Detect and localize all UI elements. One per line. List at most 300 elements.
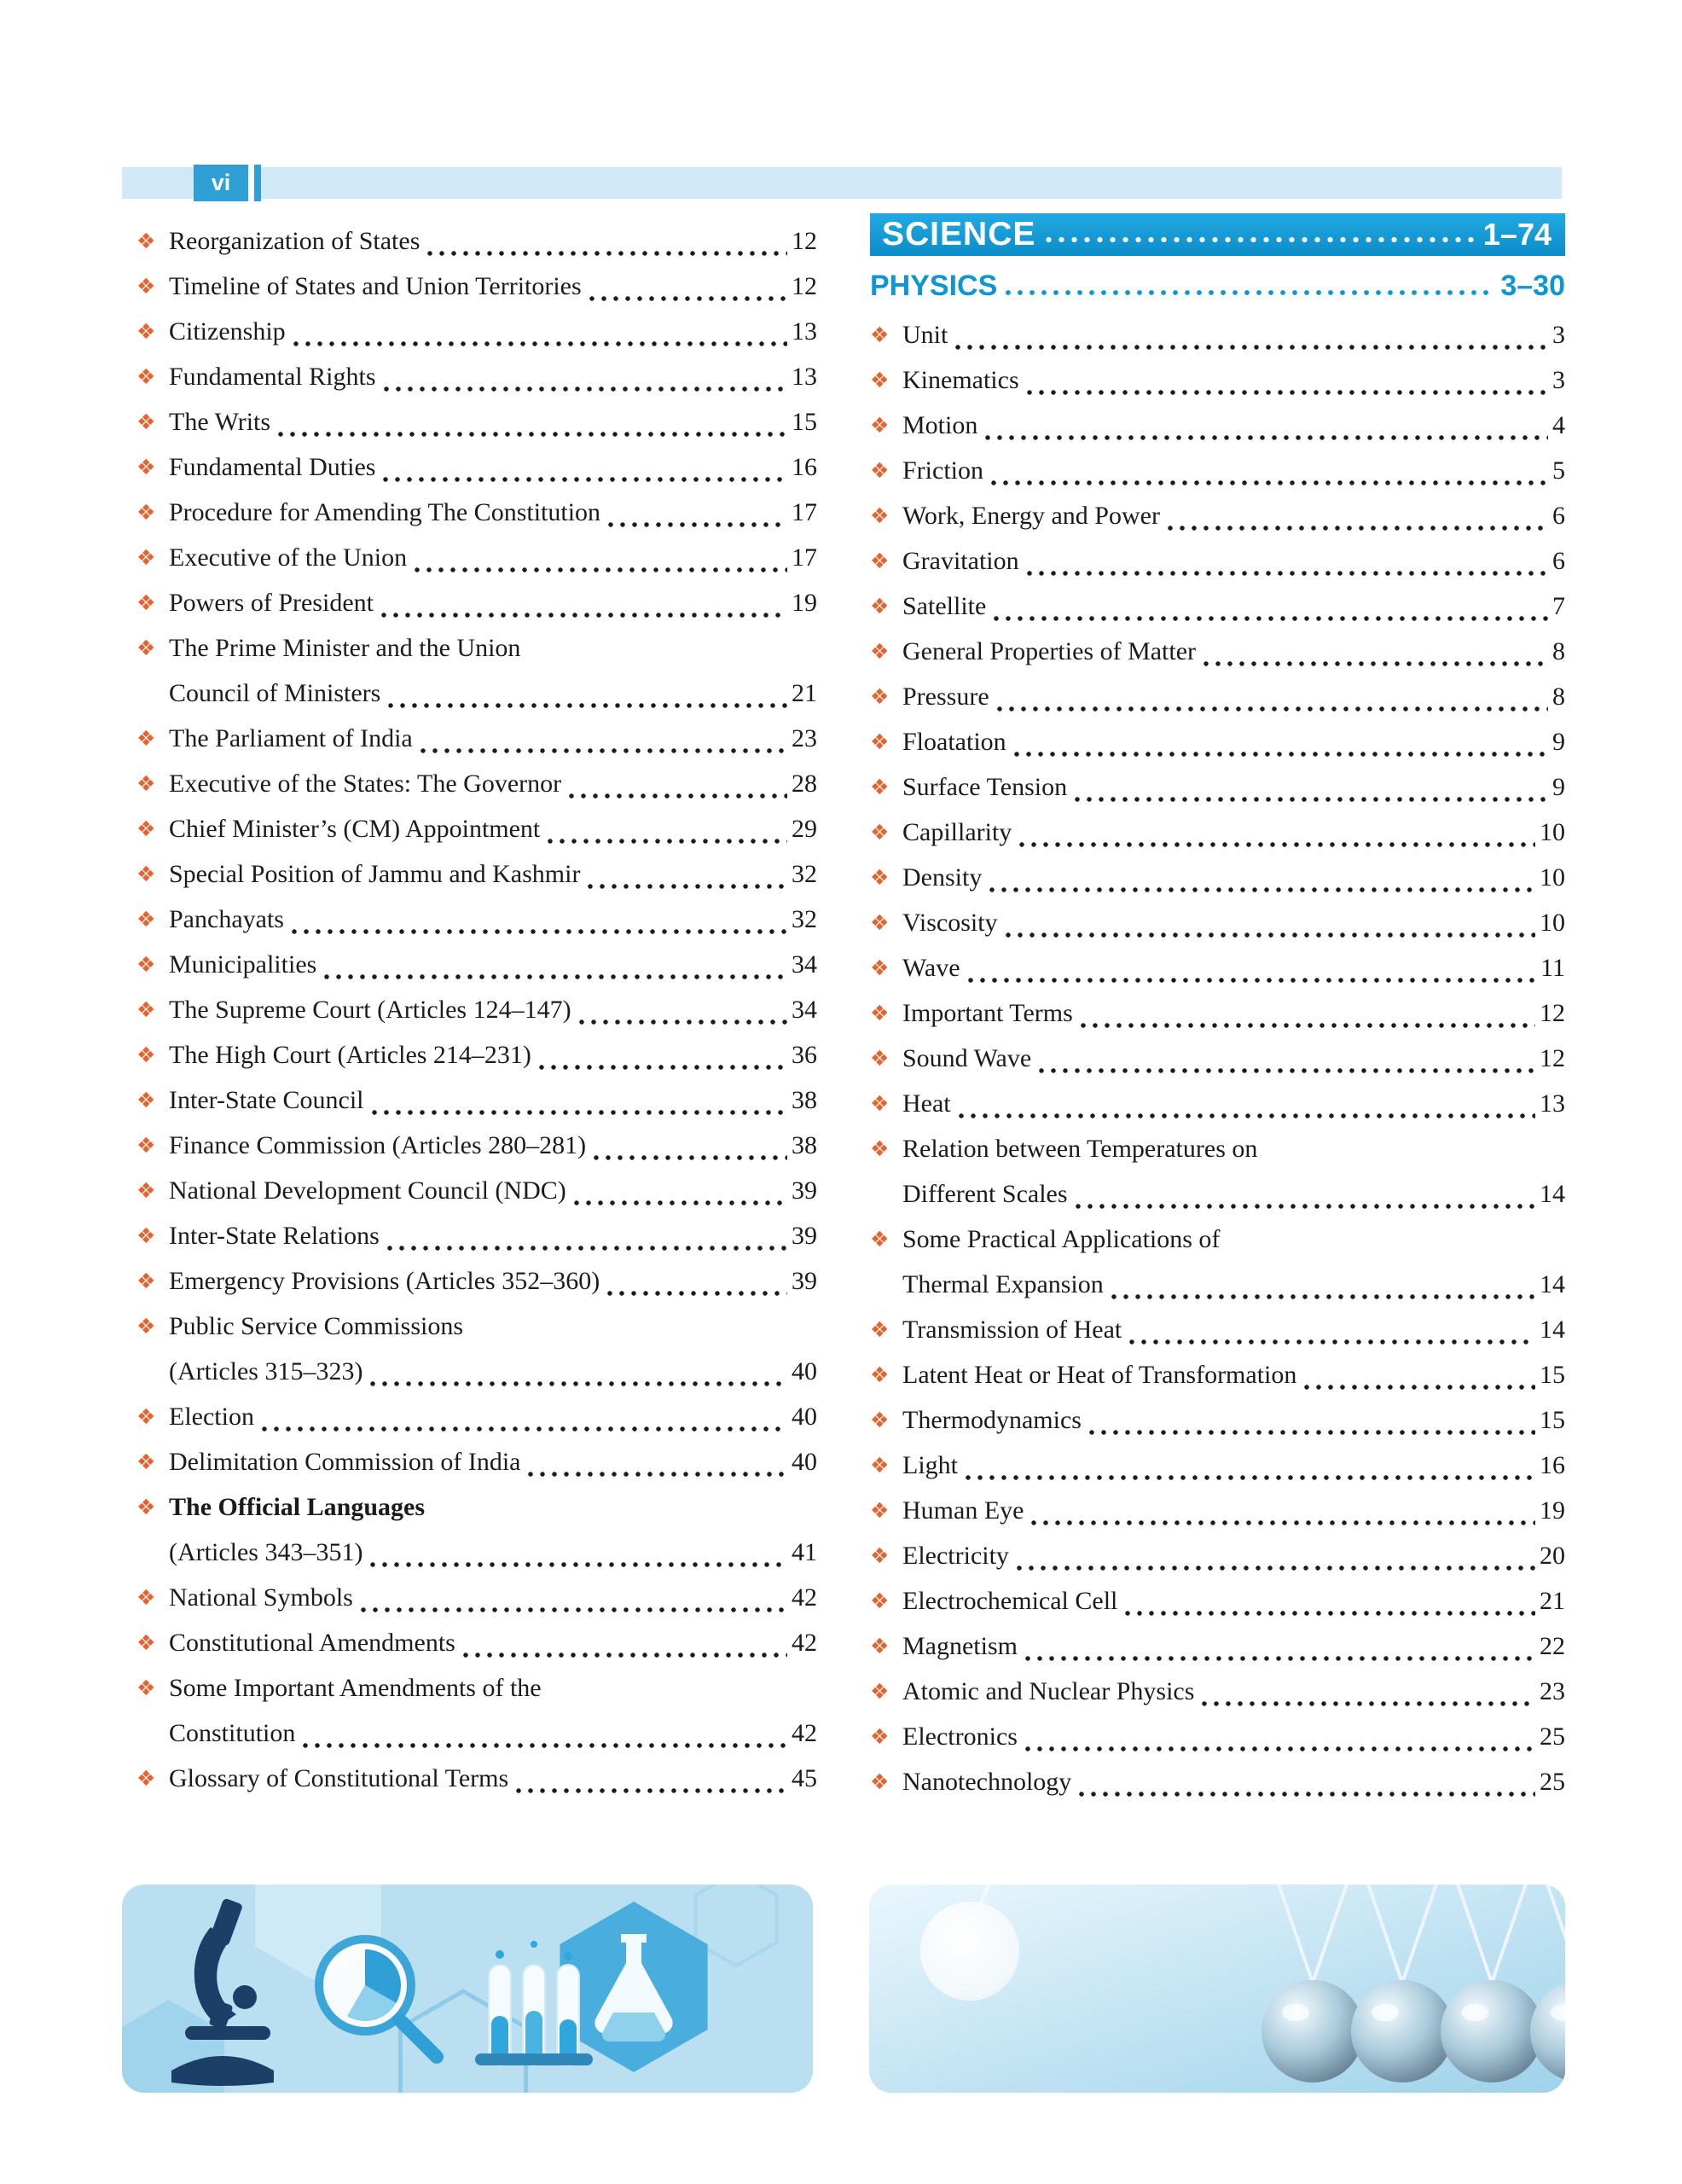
- toc-entry: [870, 764, 1565, 810]
- toc-entry: [870, 945, 1565, 990]
- entry-title: Sound Wave: [902, 1044, 1032, 1072]
- toc-entry: [870, 1759, 1565, 1804]
- entry-title: Unit: [902, 321, 948, 349]
- dot-leader: [986, 855, 1535, 900]
- diamond-bullet-icon: ❖: [136, 1133, 156, 1158]
- toc-entry: [870, 1307, 1565, 1352]
- entry-page-number: 10: [1540, 863, 1565, 892]
- toc-entry: [136, 399, 817, 444]
- dot-leader: [576, 987, 787, 1032]
- diamond-bullet-icon: ❖: [136, 636, 156, 660]
- entry-title: General Properties of Matter: [902, 637, 1197, 665]
- entry-page-number: 40: [792, 1357, 817, 1385]
- entry-title: Gravitation: [902, 547, 1019, 575]
- entry-title: Density: [902, 863, 983, 892]
- toc-entry: [870, 1352, 1565, 1397]
- entry-title: The Parliament of India: [169, 724, 413, 752]
- entry-page-number: 12: [1540, 1044, 1565, 1072]
- diamond-bullet-icon: ❖: [870, 594, 890, 619]
- entry-title: Executive of the States: The Governor: [169, 770, 562, 798]
- diamond-bullet-icon: ❖: [870, 1091, 890, 1116]
- diamond-bullet-icon: ❖: [870, 1227, 890, 1252]
- dot-leader: [1164, 493, 1548, 538]
- entry-page-number: 42: [792, 1583, 817, 1612]
- dot-leader: [982, 403, 1548, 448]
- entry-page-number: 7: [1552, 592, 1565, 620]
- toc-entry: [136, 1258, 817, 1304]
- diamond-bullet-icon: ❖: [870, 368, 890, 392]
- diamond-bullet-icon: ❖: [870, 549, 890, 573]
- entry-page-number: 4: [1552, 411, 1565, 439]
- entry-page-number: 13: [792, 363, 817, 391]
- toc-entry: [136, 716, 817, 761]
- dot-leader: [380, 444, 787, 490]
- entry-title-line1: The Prime Minister and the Union: [169, 634, 521, 662]
- entry-page-number: 34: [792, 950, 817, 979]
- toc-entry: [870, 312, 1565, 357]
- diamond-bullet-icon: ❖: [136, 274, 156, 299]
- toc-entry: [136, 897, 817, 942]
- entry-title: The High Court (Articles 214–231): [169, 1041, 531, 1069]
- section-header-science: [870, 213, 1565, 256]
- diamond-bullet-icon: ❖: [870, 639, 890, 664]
- entry-page-number: 42: [792, 1629, 817, 1657]
- entry-title-line1: The Official Languages: [169, 1493, 426, 1521]
- diamond-bullet-icon: ❖: [870, 1001, 890, 1025]
- entry-title: Wave: [902, 954, 960, 982]
- entry-title: Motion: [902, 411, 978, 439]
- diamond-bullet-icon: ❖: [870, 956, 890, 980]
- entry-page-number: 39: [792, 1176, 817, 1205]
- entry-page-number: 36: [792, 1041, 817, 1069]
- entry-title: Different Scales: [902, 1180, 1068, 1208]
- toc-entry: [136, 1394, 817, 1439]
- dot-leader: [1076, 1759, 1535, 1804]
- page-number-tab: [194, 165, 248, 201]
- toc-entry: [136, 1665, 817, 1756]
- entry-title: Timeline of States and Union Territories: [169, 272, 582, 300]
- toc-entry: [870, 990, 1565, 1036]
- toc-entry: [870, 1081, 1565, 1126]
- entry-title: The Writs: [169, 408, 271, 436]
- entry-page-number: 8: [1552, 637, 1565, 665]
- dot-leader: [385, 671, 787, 716]
- dot-leader: [1016, 810, 1535, 855]
- science-lab-illustration: [122, 1885, 813, 2093]
- entry-page-number: 12: [792, 227, 817, 255]
- toc-entry: [136, 444, 817, 490]
- diamond-bullet-icon: ❖: [136, 1449, 156, 1474]
- toc-entry: [870, 900, 1565, 945]
- entry-title: Procedure for Amending The Constitution: [169, 498, 601, 526]
- diamond-bullet-icon: ❖: [136, 1495, 156, 1519]
- dot-leader: [965, 945, 1537, 990]
- entry-title: Panchayats: [169, 905, 284, 933]
- section-page-range: 1–74: [1482, 217, 1552, 252]
- toc-entry: [136, 354, 817, 399]
- dot-leader: [1002, 266, 1495, 305]
- diamond-bullet-icon: ❖: [136, 1630, 156, 1655]
- tab-gap: [248, 165, 254, 201]
- dot-leader: [384, 1213, 787, 1258]
- entry-page-number: 45: [792, 1764, 817, 1792]
- dot-leader: [988, 448, 1548, 493]
- entry-title: Election: [169, 1403, 254, 1431]
- dot-leader: [990, 584, 1548, 629]
- toc-entry: [136, 218, 817, 264]
- tab-divider-bar: [254, 165, 261, 201]
- entry-page-number: 9: [1552, 728, 1565, 756]
- diamond-bullet-icon: ❖: [136, 1676, 156, 1700]
- diamond-bullet-icon: ❖: [136, 590, 156, 615]
- entry-title: Citizenship: [169, 317, 286, 346]
- entry-title: Transmission of Heat: [902, 1316, 1122, 1344]
- diamond-bullet-icon: ❖: [136, 816, 156, 841]
- entry-page-number: 41: [792, 1538, 817, 1566]
- dot-leader: [1024, 357, 1548, 403]
- entry-title: Human Eye: [902, 1496, 1024, 1525]
- toc-list-physics: [870, 312, 1565, 1804]
- entry-page-number: 34: [792, 996, 817, 1024]
- entry-title: Powers of President: [169, 589, 374, 617]
- entry-title: (Articles 315–323): [169, 1357, 363, 1385]
- subsection-page-range: 3–30: [1500, 269, 1565, 302]
- entry-title: Latent Heat or Heat of Transformation: [902, 1361, 1297, 1389]
- entry-page-number: 13: [792, 317, 817, 346]
- entry-title: Delimitation Commission of India: [169, 1448, 521, 1476]
- newtons-cradle-illustration: [869, 1885, 1565, 2093]
- dot-leader: [1108, 1262, 1535, 1307]
- diamond-bullet-icon: ❖: [136, 364, 156, 389]
- entry-title: Work, Energy and Power: [902, 502, 1160, 530]
- entry-page-number: 25: [1540, 1768, 1565, 1796]
- toc-entry: [136, 1575, 817, 1620]
- toc-entry: [136, 1756, 817, 1801]
- entry-page-number: 17: [792, 498, 817, 526]
- toc-entry: [870, 403, 1565, 448]
- entry-title: Reorganization of States: [169, 227, 420, 255]
- diamond-bullet-icon: ❖: [136, 1585, 156, 1610]
- toc-entry: [136, 535, 817, 580]
- entry-title: Viscosity: [902, 909, 998, 937]
- entry-page-number: 17: [792, 543, 817, 572]
- diamond-bullet-icon: ❖: [870, 413, 890, 438]
- entry-page-number: 32: [792, 905, 817, 933]
- entry-page-number: 28: [792, 770, 817, 798]
- toc-entry: [136, 1439, 817, 1484]
- toc-entry: [870, 1217, 1565, 1307]
- dot-leader: [1077, 990, 1535, 1036]
- entry-page-number: 5: [1552, 456, 1565, 485]
- toc-entry: [136, 1032, 817, 1077]
- toc-entry: [136, 761, 817, 806]
- toc-entry: [870, 1488, 1565, 1533]
- entry-title: Floatation: [902, 728, 1006, 756]
- entry-page-number: 23: [792, 724, 817, 752]
- diamond-bullet-icon: ❖: [870, 322, 890, 347]
- toc-entry: [136, 1123, 817, 1168]
- dot-leader: [258, 1394, 787, 1439]
- toc-entry: [870, 1126, 1565, 1217]
- entry-title: National Symbols: [169, 1583, 353, 1612]
- toc-entry: [136, 309, 817, 354]
- toc-entry: [870, 1714, 1565, 1759]
- entry-title: Municipalities: [169, 950, 317, 979]
- diamond-bullet-icon: ❖: [870, 684, 890, 709]
- entry-page-number: 16: [1540, 1451, 1565, 1479]
- toc-entry: [870, 1623, 1565, 1669]
- toc-entry: [870, 1669, 1565, 1714]
- diamond-bullet-icon: ❖: [136, 545, 156, 570]
- diamond-bullet-icon: ❖: [870, 1543, 890, 1568]
- toc-entry: [870, 719, 1565, 764]
- dot-leader: [367, 1530, 787, 1575]
- dot-leader: [299, 1711, 787, 1756]
- toc-entry: [136, 1620, 817, 1665]
- toc-entry: [870, 357, 1565, 403]
- diamond-bullet-icon: ❖: [136, 1043, 156, 1067]
- toc-entry: [136, 851, 817, 897]
- entry-title-line1: Relation between Temperatures on: [902, 1135, 1258, 1163]
- section-title: SCIENCE: [882, 216, 1036, 253]
- dot-leader: [380, 354, 788, 399]
- diamond-bullet-icon: ❖: [136, 319, 156, 344]
- toc-column-right: [870, 213, 1565, 1804]
- dot-leader: [1022, 1714, 1535, 1759]
- entry-page-number: 14: [1540, 1180, 1565, 1208]
- entry-title: Pressure: [902, 682, 989, 711]
- dot-leader: [1022, 1623, 1535, 1669]
- dot-leader: [460, 1620, 787, 1665]
- dot-leader: [536, 1032, 787, 1077]
- toc-entry: [870, 1443, 1565, 1488]
- entry-page-number: 21: [1540, 1587, 1565, 1615]
- entry-page-number: 40: [792, 1403, 817, 1431]
- toc-entry: [870, 1036, 1565, 1081]
- entry-title: Council of Ministers: [169, 679, 381, 707]
- toc-entry: [136, 1484, 817, 1575]
- dot-leader: [411, 535, 787, 580]
- toc-entry: [870, 1533, 1565, 1578]
- dot-leader: [566, 761, 787, 806]
- entry-page-number: 13: [1540, 1089, 1565, 1118]
- subsection-title: PHYSICS: [870, 269, 998, 302]
- toc-entry: [870, 629, 1565, 674]
- entry-title: (Articles 343–351): [169, 1538, 363, 1566]
- entry-title: Finance Commission (Articles 280–281): [169, 1131, 587, 1159]
- entry-title-line1: Some Important Amendments of the: [169, 1674, 542, 1702]
- diamond-bullet-icon: ❖: [136, 1404, 156, 1429]
- dot-leader: [1035, 1036, 1535, 1081]
- diamond-bullet-icon: ❖: [136, 500, 156, 525]
- dot-leader: [1200, 629, 1548, 674]
- entry-page-number: 15: [1540, 1361, 1565, 1389]
- entry-title: Kinematics: [902, 366, 1019, 394]
- white-ball: [920, 1902, 1019, 2001]
- science-lab-collage-svg: [122, 1885, 813, 2093]
- dot-leader: [1126, 1307, 1535, 1352]
- entry-title: Thermal Expansion: [902, 1270, 1104, 1298]
- dot-leader: [1071, 764, 1548, 810]
- diamond-bullet-icon: ❖: [870, 729, 890, 754]
- toc-entry: [136, 806, 817, 851]
- dot-leader: [321, 942, 787, 987]
- entry-title: Electricity: [902, 1542, 1009, 1570]
- page-number: vi: [211, 170, 231, 195]
- dot-leader: [367, 1349, 787, 1394]
- dot-leader: [357, 1575, 787, 1620]
- diamond-bullet-icon: ❖: [870, 1769, 890, 1794]
- diamond-bullet-icon: ❖: [870, 1362, 890, 1387]
- toc-column-left: [136, 218, 817, 1801]
- diamond-bullet-icon: ❖: [870, 1408, 890, 1432]
- entry-page-number: 15: [792, 408, 817, 436]
- diamond-bullet-icon: ❖: [136, 455, 156, 479]
- diamond-bullet-icon: ❖: [870, 1724, 890, 1749]
- diamond-bullet-icon: ❖: [136, 1088, 156, 1112]
- entry-title: Constitution: [169, 1719, 296, 1747]
- entry-page-number: 6: [1552, 502, 1565, 530]
- toc-entry: [136, 942, 817, 987]
- entry-page-number: 19: [792, 589, 817, 617]
- dot-leader: [1028, 1488, 1535, 1533]
- entry-page-number: 32: [792, 860, 817, 888]
- entry-page-number: 3: [1552, 321, 1565, 349]
- dot-leader: [417, 716, 787, 761]
- diamond-bullet-icon: ❖: [136, 997, 156, 1022]
- entry-page-number: 25: [1540, 1722, 1565, 1751]
- entry-page-number: 3: [1552, 366, 1565, 394]
- entry-page-number: 12: [1540, 999, 1565, 1027]
- diamond-bullet-icon: ❖: [136, 1223, 156, 1248]
- diamond-bullet-icon: ❖: [136, 1269, 156, 1293]
- toc-entry: [136, 1304, 817, 1394]
- subsection-header-physics: [870, 266, 1565, 305]
- entry-title: Light: [902, 1451, 958, 1479]
- diamond-bullet-icon: ❖: [870, 1046, 890, 1071]
- dot-leader: [1086, 1397, 1535, 1443]
- dot-leader: [378, 580, 787, 625]
- dot-leader: [1024, 538, 1548, 584]
- entry-page-number: 9: [1552, 773, 1565, 801]
- dot-leader: [1301, 1352, 1535, 1397]
- diamond-bullet-icon: ❖: [136, 907, 156, 932]
- entry-page-number: 15: [1540, 1406, 1565, 1434]
- entry-title: Atomic and Nuclear Physics: [902, 1677, 1195, 1705]
- diamond-bullet-icon: ❖: [870, 820, 890, 845]
- entry-title: Glossary of Constitutional Terms: [169, 1764, 509, 1792]
- entry-title: Fundamental Duties: [169, 453, 376, 481]
- dot-leader: [962, 1443, 1535, 1488]
- entry-title: Special Position of Jammu and Kashmir: [169, 860, 581, 888]
- diamond-bullet-icon: ❖: [136, 862, 156, 886]
- dot-leader: [1072, 1171, 1535, 1217]
- dot-leader: [994, 674, 1548, 719]
- toc-entry: [870, 1397, 1565, 1443]
- toc-entry: [870, 538, 1565, 584]
- entry-page-number: 39: [792, 1267, 817, 1295]
- diamond-bullet-icon: ❖: [136, 952, 156, 977]
- dot-leader: [586, 264, 787, 309]
- diamond-bullet-icon: ❖: [136, 1314, 156, 1339]
- toc-entry: [136, 490, 817, 535]
- dot-leader: [571, 1168, 787, 1213]
- entry-page-number: 8: [1552, 682, 1565, 711]
- dot-leader: [584, 851, 787, 897]
- dot-leader: [544, 806, 787, 851]
- diamond-bullet-icon: ❖: [870, 775, 890, 799]
- diamond-bullet-icon: ❖: [870, 1136, 890, 1161]
- toc-entry: [870, 584, 1565, 629]
- entry-title: Magnetism: [902, 1632, 1018, 1660]
- page-header-strip: [122, 167, 1562, 199]
- dot-leader: [1122, 1578, 1535, 1623]
- entry-title: Nanotechnology: [902, 1768, 1072, 1796]
- entry-title: Important Terms: [902, 999, 1073, 1027]
- entry-title: Satellite: [902, 592, 987, 620]
- diamond-bullet-icon: ❖: [870, 1453, 890, 1478]
- entry-title-line1: Public Service Commissions: [169, 1312, 463, 1340]
- dot-leader: [1011, 719, 1548, 764]
- toc-entry: [870, 674, 1565, 719]
- entry-page-number: 10: [1540, 909, 1565, 937]
- diamond-bullet-icon: ❖: [870, 458, 890, 483]
- diamond-bullet-icon: ❖: [870, 1589, 890, 1613]
- entry-page-number: 14: [1540, 1270, 1565, 1298]
- entry-page-number: 16: [792, 453, 817, 481]
- toc-entry: [136, 1213, 817, 1258]
- diamond-bullet-icon: ❖: [136, 410, 156, 434]
- entry-page-number: 38: [792, 1131, 817, 1159]
- diamond-bullet-icon: ❖: [870, 1679, 890, 1704]
- entry-page-number: 23: [1540, 1677, 1565, 1705]
- diamond-bullet-icon: ❖: [870, 865, 890, 890]
- entry-page-number: 20: [1540, 1542, 1565, 1570]
- diamond-bullet-icon: ❖: [870, 1634, 890, 1658]
- dot-leader: [1198, 1669, 1535, 1714]
- entry-page-number: 22: [1540, 1632, 1565, 1660]
- entry-title: National Development Council (NDC): [169, 1176, 566, 1205]
- dot-leader: [604, 1258, 787, 1304]
- diamond-bullet-icon: ❖: [136, 726, 156, 751]
- dot-leader: [1002, 900, 1535, 945]
- diamond-bullet-icon: ❖: [136, 229, 156, 253]
- diamond-bullet-icon: ❖: [136, 771, 156, 796]
- dot-leader: [290, 309, 787, 354]
- entry-page-number: 42: [792, 1719, 817, 1747]
- entry-title: Electrochemical Cell: [902, 1587, 1118, 1615]
- entry-title: Inter-State Council: [169, 1086, 364, 1114]
- entry-page-number: 40: [792, 1448, 817, 1476]
- dot-leader: [952, 312, 1548, 357]
- entry-page-number: 39: [792, 1222, 817, 1250]
- dot-leader: [513, 1756, 787, 1801]
- entry-title: Fundamental Rights: [169, 363, 376, 391]
- newtons-cradle-svg: [869, 1885, 1565, 2093]
- entry-title: Capillarity: [902, 818, 1012, 846]
- toc-entry: [870, 448, 1565, 493]
- entry-page-number: 21: [792, 679, 817, 707]
- toc-entry: [136, 264, 817, 309]
- entry-title: Surface Tension: [902, 773, 1068, 801]
- entry-title: Electronics: [902, 1722, 1018, 1751]
- dot-leader: [590, 1123, 787, 1168]
- dot-leader: [605, 490, 787, 535]
- entry-title: Heat: [902, 1089, 951, 1118]
- dot-leader: [1042, 213, 1476, 256]
- diamond-bullet-icon: ❖: [870, 1498, 890, 1523]
- toc-entry: [870, 1578, 1565, 1623]
